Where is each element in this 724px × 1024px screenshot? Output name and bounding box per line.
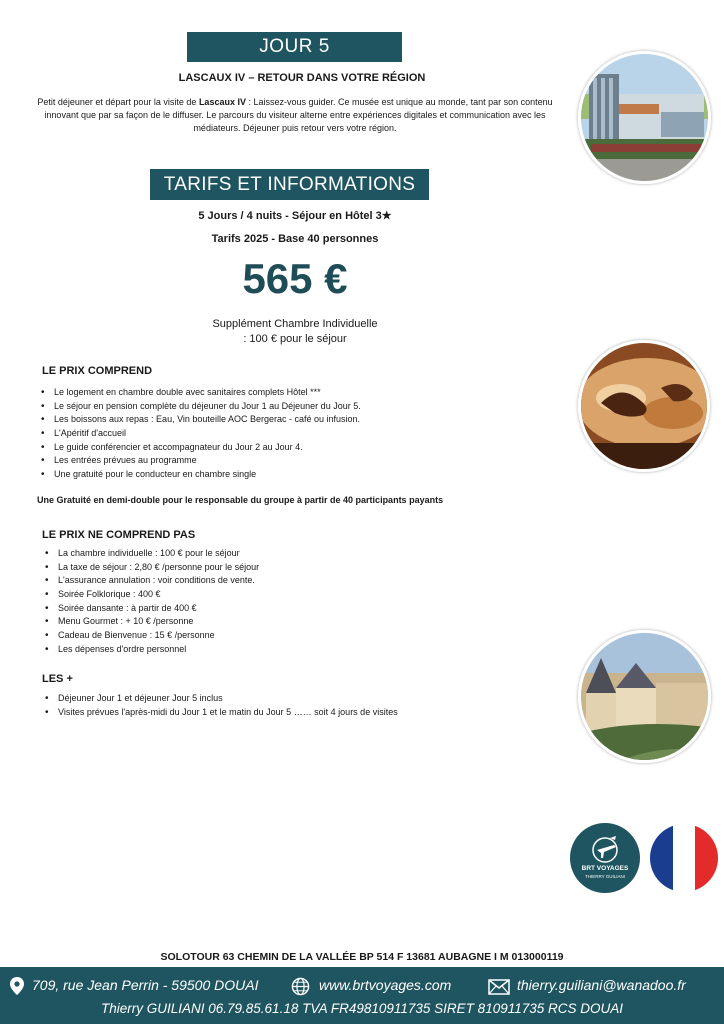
email-link[interactable]: thierry.guiliani@wanadoo.fr [517, 977, 686, 993]
list-item: • Le logement en chambre double avec sanitaires complets Hôtel *** [38, 386, 361, 400]
location-pin-icon [10, 977, 24, 995]
globe-icon [291, 977, 310, 996]
plus-list [42, 692, 398, 719]
website-link[interactable]: www.brtvoyages.com [319, 977, 452, 993]
plus-title: LES + [42, 673, 73, 685]
list-item: • L'assurance annulation : voir conditions de vente. [42, 574, 259, 588]
day-text-before: Petit déjeuner et départ pour la visite de [37, 97, 199, 107]
supplement [100, 317, 490, 347]
company-registration: SOLOTOUR 63 CHEMIN DE LA VALLÉE BP 514 F 13681 AUBAGNE I M 013000119 [160, 951, 564, 963]
town-illustration [581, 633, 711, 763]
supplement-line1: Supplément Chambre Individuelle [212, 318, 378, 330]
day-text-highlight: Lascaux IV [198, 97, 246, 107]
stay-duration: 5 Jours / 4 nuits - Séjour en Hôtel 3★ [198, 210, 392, 222]
airplane-icon [570, 823, 640, 893]
logo-subtitle: THIERRY GUILIANI [584, 874, 626, 879]
list-item: • Cadeau de Bienvenue : 15 € /personne [42, 629, 259, 643]
includes-title: LE PRIX COMPREND [42, 365, 153, 377]
rates-basis: Tarifs 2025 - Base 40 personnes [211, 233, 379, 245]
free-place-note: Une Gratuité en demi-double pour le responsable du groupe à partir de 40 participants payants [37, 495, 444, 505]
excludes-title: LE PRIX NE COMPREND PAS [42, 529, 196, 541]
footer-contact-line: Thierry GUILIANI 06.79.85.61.18 TVA FR49810911735 SIRET 810911735 RCS DOUAI [100, 1001, 624, 1016]
list-item: • Les boissons aux repas : Eau, Vin bouteille AOC Bergerac - café ou infusion. [38, 413, 361, 427]
list-item: • Le séjour en pension complète du déjeuner du Jour 1 au Déjeuner du Jour 5. [38, 400, 361, 414]
footer [0, 967, 724, 1024]
day-description [30, 96, 560, 135]
excludes-list [42, 547, 259, 657]
museum-illustration [581, 54, 711, 184]
brt-voyages-logo [570, 823, 640, 893]
footer-address [10, 977, 280, 997]
list-item: • Menu Gourmet : + 10 € /personne [42, 615, 259, 629]
footer-email[interactable] [488, 977, 718, 997]
list-item: • Déjeuner Jour 1 et déjeuner Jour 5 inclus [42, 692, 398, 706]
cave-painting-photo [578, 340, 710, 472]
museum-photo [578, 51, 711, 184]
price: 565 € [242, 255, 348, 302]
list-item: • Soirée dansante : à partir de 400 € [42, 602, 259, 616]
supplement-line2: : 100 € pour le séjour [243, 333, 347, 345]
day-subtitle: LASCAUX IV – RETOUR DANS VOTRE RÉGION [178, 72, 426, 84]
french-flag-icon [650, 824, 718, 892]
address-text: 709, rue Jean Perrin - 59500 DOUAI [32, 977, 259, 993]
list-item: • Les entrées prévues au programme [38, 454, 361, 468]
list-item: • Une gratuité pour le conducteur en chambre single [38, 468, 361, 482]
footer-website[interactable] [291, 977, 476, 997]
cave-illustration [581, 343, 710, 472]
includes-list [38, 386, 361, 482]
list-item: • La chambre individuelle : 100 € pour le séjour [42, 547, 259, 561]
list-item: • La taxe de séjour : 2,80 € /personne pour le séjour [42, 561, 259, 575]
envelope-icon [488, 979, 510, 995]
day-title: JOUR 5 [187, 32, 402, 62]
list-item: • Soirée Folklorique : 400 € [42, 588, 259, 602]
day-text-after: : Laissez-vous guider. Ce musée est unique au monde, tant par son contenu innovant que par sa façon de le diffuser. Le parcours du visiteur alterne entre expériences digitales et communication avec les médiateurs. Déjeuner puis retour vers votre région. [44, 97, 553, 133]
list-item: • Le guide conférencier et accompagnateur du Jour 2 au Jour 4. [38, 441, 361, 455]
logo-title: BRT VOYAGES [581, 865, 629, 872]
tarifs-title: TARIFS ET INFORMATIONS [150, 169, 429, 200]
list-item: • L'Apéritif d'accueil [38, 427, 361, 441]
town-photo [578, 630, 711, 763]
list-item: • Visites prévues l'après-midi du Jour 1 et le matin du Jour 5 …… soit 4 jours de visites [42, 706, 398, 720]
french-flag [650, 824, 718, 892]
list-item: • Les dépenses d'ordre personnel [42, 643, 259, 657]
